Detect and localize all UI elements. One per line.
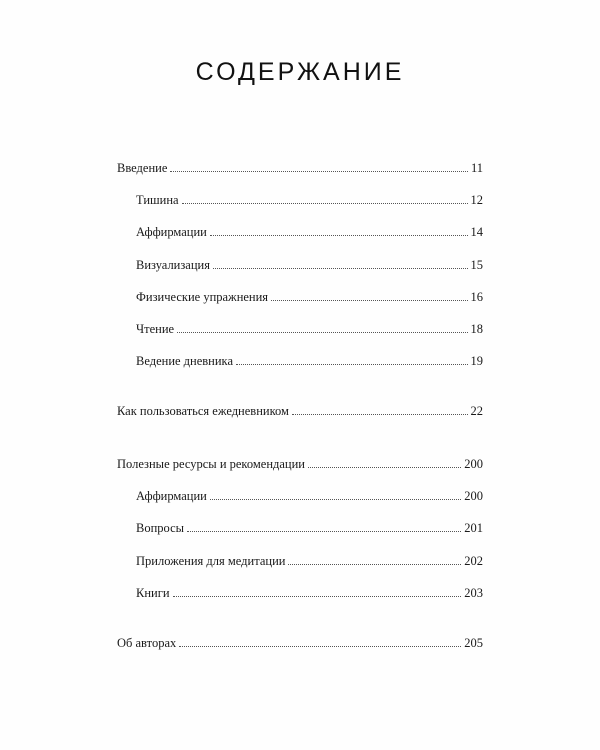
toc-entry-page-number: 18 xyxy=(470,322,483,336)
toc-entry-label: Вопросы xyxy=(136,521,185,535)
toc-entry-page-number: 14 xyxy=(470,225,483,239)
toc-entry-resources-affirmations[interactable] xyxy=(136,486,483,504)
toc-entry-label: Приложения для медитации xyxy=(136,554,286,568)
toc-entry-how-to-use[interactable] xyxy=(117,401,483,419)
dot-leader xyxy=(288,564,461,565)
toc-entry-label: Полезные ресурсы и рекомендации xyxy=(117,457,306,471)
toc-entry-label: Введение xyxy=(117,161,168,175)
toc-entry-books[interactable] xyxy=(136,583,483,601)
toc-entry-page-number: 22 xyxy=(470,404,483,418)
toc-entry-label: Аффирмации xyxy=(136,225,207,239)
toc-entry-label: Визуализация xyxy=(136,258,210,272)
toc-entry-page-number: 12 xyxy=(470,193,483,207)
dot-leader xyxy=(210,235,468,236)
toc-entry-resources[interactable] xyxy=(117,454,483,472)
dot-leader xyxy=(179,646,461,647)
toc-entry-page-number: 200 xyxy=(464,489,483,503)
dot-leader xyxy=(182,203,468,204)
toc-entry-label: Тишина xyxy=(136,193,179,207)
toc-entry-page-number: 200 xyxy=(464,457,483,471)
dot-leader xyxy=(213,268,468,269)
toc-entry-page-number: 19 xyxy=(470,354,483,368)
toc-entry-visualization[interactable] xyxy=(136,255,483,273)
toc-entry-affirmations[interactable] xyxy=(136,222,483,240)
toc-entry-questions[interactable] xyxy=(136,518,483,536)
dot-leader xyxy=(187,531,461,532)
toc-entry-reading[interactable] xyxy=(136,319,483,337)
dot-leader xyxy=(292,414,468,415)
toc-entry-page-number: 205 xyxy=(464,636,483,650)
toc-entry-page-number: 11 xyxy=(470,161,483,175)
toc-entry-label: Ведение дневника xyxy=(136,354,233,368)
dot-leader xyxy=(308,467,461,468)
toc-entry-page-number: 201 xyxy=(464,521,483,535)
toc-entry-about-authors[interactable] xyxy=(117,633,483,651)
dot-leader xyxy=(173,596,462,597)
toc-entry-label: Физические упражнения xyxy=(136,290,269,304)
toc-entry-exercise[interactable] xyxy=(136,287,483,305)
dot-leader xyxy=(170,171,468,172)
toc-entry-label: Как пользоваться ежедневником xyxy=(117,404,289,418)
dot-leader xyxy=(236,364,468,365)
toc-entry-journaling[interactable] xyxy=(136,351,483,369)
toc-entry-label: Чтение xyxy=(136,322,175,336)
page-title: СОДЕРЖАНИЕ xyxy=(195,58,405,86)
toc-entry-page-number: 16 xyxy=(470,290,483,304)
toc-entry-meditation-apps[interactable] xyxy=(136,551,483,569)
toc-entry-page-number: 203 xyxy=(464,586,483,600)
toc-entry-label: Аффирмации xyxy=(136,489,207,503)
toc-entry-page-number: 202 xyxy=(464,554,483,568)
toc-entry-introduction[interactable] xyxy=(117,158,483,176)
toc-entry-page-number: 15 xyxy=(470,258,483,272)
dot-leader xyxy=(177,332,467,333)
dot-leader xyxy=(210,499,461,500)
dot-leader xyxy=(271,300,467,301)
toc-entry-silence[interactable] xyxy=(136,190,483,208)
toc-entry-label: Книги xyxy=(136,586,170,600)
toc-entry-label: Об авторах xyxy=(117,636,177,650)
